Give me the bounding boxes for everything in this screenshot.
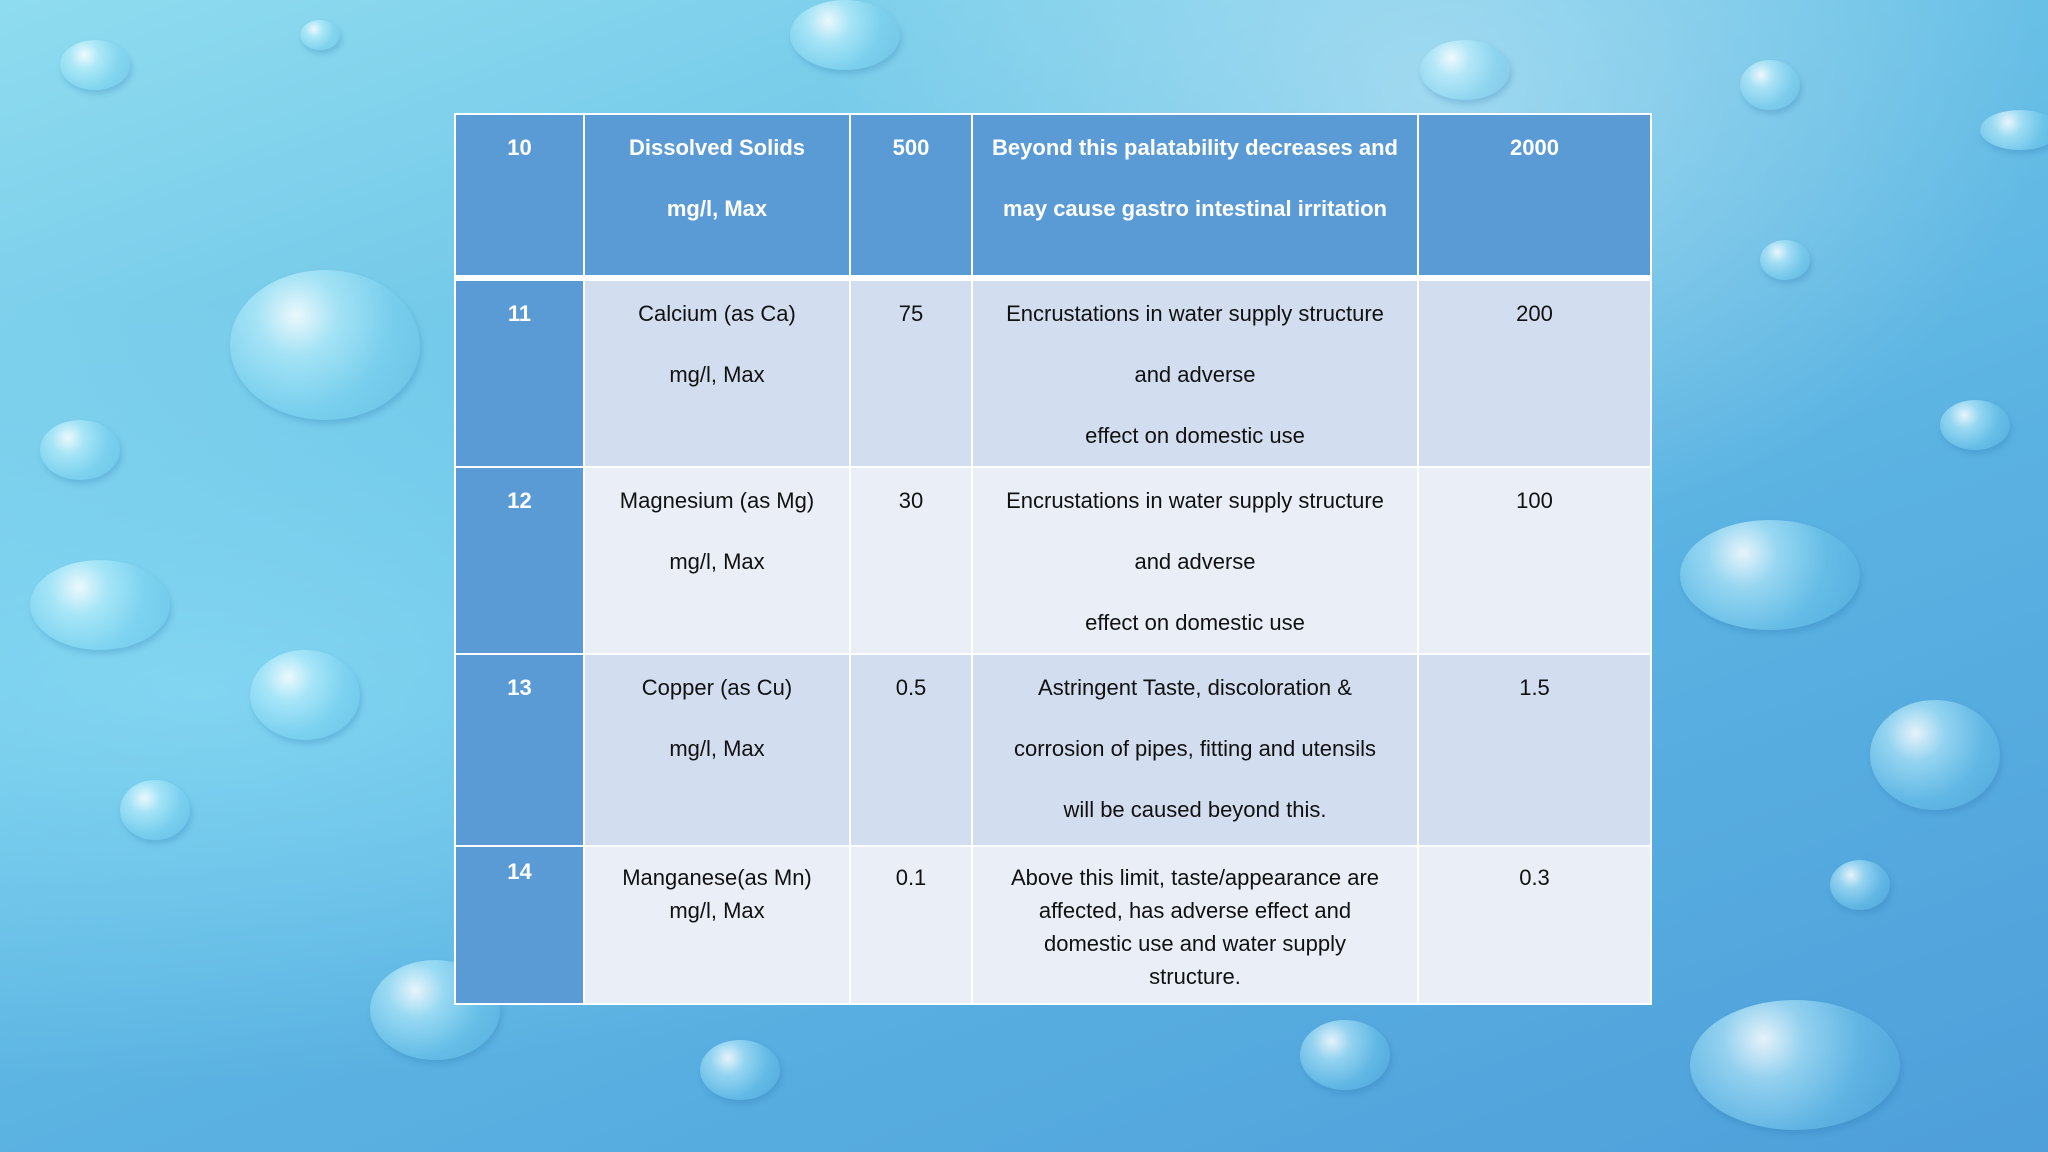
table-row (455, 278, 1651, 467)
effect-line: Encrustations in water supply structure (1006, 301, 1384, 326)
water-drop (1870, 700, 2000, 810)
water-drop (1300, 1020, 1390, 1090)
water-quality-table-container (454, 113, 1650, 1005)
effect-cell (972, 846, 1418, 1004)
permissible-limit: 100 (1516, 488, 1553, 513)
permissible-limit: 200 (1516, 301, 1553, 326)
water-drop (120, 780, 190, 840)
water-drop (1980, 110, 2048, 150)
water-drop (60, 40, 130, 90)
desirable-limit-cell (850, 467, 972, 654)
desirable-limit: 500 (892, 135, 930, 160)
table-row (455, 654, 1651, 846)
water-drop (230, 270, 420, 420)
water-quality-table (454, 113, 1652, 1005)
effect-line: domestic use and water supply (1043, 931, 1347, 956)
effect-line: Astringent Taste, discoloration & (1038, 675, 1352, 700)
parameter-cell (584, 654, 850, 846)
water-drop (1760, 240, 1810, 280)
water-drop (300, 20, 340, 50)
water-drop (1690, 1000, 1900, 1130)
serial-number-cell (455, 846, 584, 1004)
water-drop (700, 1040, 780, 1100)
effect-line: effect on domestic use (1085, 610, 1305, 635)
water-drop (1830, 860, 1890, 910)
permissible-limit-cell (1418, 654, 1651, 846)
effect-line: may cause gastro intestinal irritation (1003, 196, 1387, 221)
parameter-name: Calcium (as Ca) (638, 301, 796, 326)
serial-number-cell (455, 114, 584, 278)
effect-line: corrosion of pipes, fitting and utensils (1014, 736, 1376, 761)
effect-line: affected, has adverse effect and (1038, 898, 1352, 923)
serial-number: 13 (507, 675, 532, 700)
water-drop (250, 650, 360, 740)
parameter-unit: mg/l, Max (669, 549, 765, 574)
water-drop (1420, 40, 1510, 100)
effect-cell (972, 467, 1418, 654)
permissible-limit: 1.5 (1519, 675, 1550, 700)
effect-line: effect on domestic use (1085, 423, 1305, 448)
serial-number: 10 (507, 135, 532, 160)
permissible-limit-cell (1418, 846, 1651, 1004)
desirable-limit: 30 (898, 488, 924, 513)
parameter-name: Manganese(as Mn) (622, 865, 812, 890)
serial-number: 12 (507, 488, 532, 513)
desirable-limit-cell (850, 654, 972, 846)
effect-line: Beyond this palatability decreases and (992, 135, 1398, 160)
parameter-cell (584, 467, 850, 654)
parameter-name: Dissolved Solids (628, 135, 806, 160)
desirable-limit: 0.5 (895, 675, 927, 700)
desirable-limit-cell (850, 114, 972, 278)
serial-number: 11 (507, 301, 532, 326)
parameter-unit: mg/l, Max (669, 898, 765, 923)
permissible-limit-cell (1418, 278, 1651, 467)
permissible-limit: 2000 (1510, 135, 1559, 160)
desirable-limit: 75 (898, 301, 924, 326)
water-drop (790, 0, 900, 70)
effect-cell (972, 654, 1418, 846)
water-drop (1940, 400, 2010, 450)
effect-cell (972, 114, 1418, 278)
desirable-limit-cell (850, 846, 972, 1004)
effect-cell (972, 278, 1418, 467)
effect-line: and adverse (1134, 549, 1256, 574)
parameter-unit: mg/l, Max (666, 196, 768, 221)
water-drop (1740, 60, 1800, 110)
parameter-unit: mg/l, Max (669, 362, 765, 387)
water-drop (30, 560, 170, 650)
permissible-limit-cell (1418, 114, 1651, 278)
water-drop (1680, 520, 1860, 630)
effect-line: will be caused beyond this. (1063, 797, 1327, 822)
desirable-limit-cell (850, 278, 972, 467)
parameter-cell (584, 846, 850, 1004)
serial-number-cell (455, 654, 584, 846)
serial-number-cell (455, 467, 584, 654)
effect-line: Above this limit, taste/appearance are (1010, 865, 1380, 890)
serial-number-cell (455, 278, 584, 467)
permissible-limit-cell (1418, 467, 1651, 654)
parameter-name: Copper (as Cu) (641, 675, 793, 700)
water-drop (40, 420, 120, 480)
permissible-limit: 0.3 (1519, 865, 1550, 890)
effect-line: and adverse (1134, 362, 1256, 387)
serial-number: 14 (507, 859, 532, 884)
parameter-cell (584, 114, 850, 278)
parameter-name: Magnesium (as Mg) (619, 488, 815, 513)
table-row (455, 467, 1651, 654)
effect-line: Encrustations in water supply structure (1006, 488, 1384, 513)
parameter-cell (584, 278, 850, 467)
effect-line: structure. (1149, 964, 1241, 989)
table-header-row (455, 114, 1651, 278)
desirable-limit: 0.1 (895, 865, 927, 890)
table-row (455, 846, 1651, 1004)
parameter-unit: mg/l, Max (669, 736, 765, 761)
